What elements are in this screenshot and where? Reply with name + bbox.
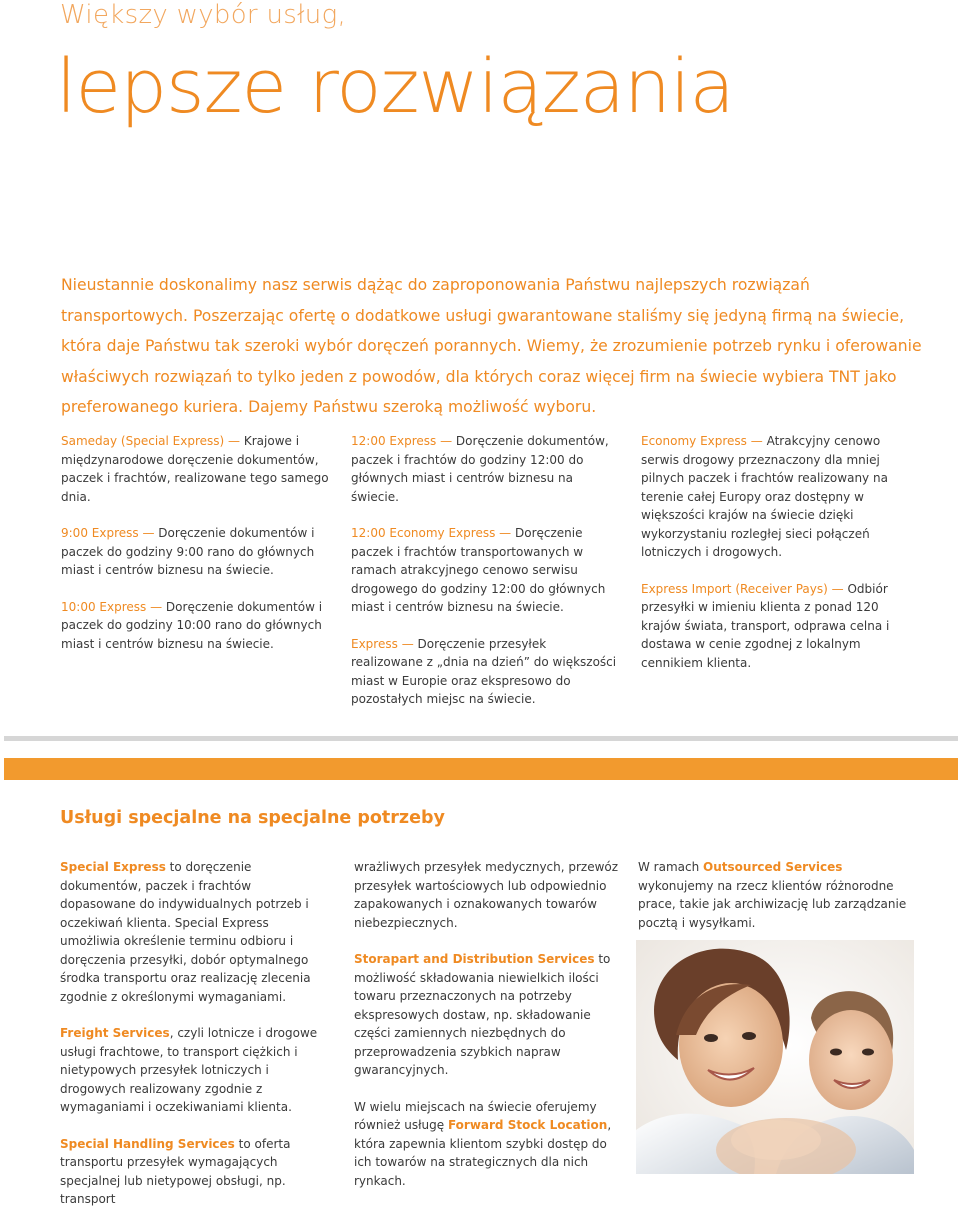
service-text: Doręczenie przesyłek realizowane z „dnia na dzień” do większości miast w Europie oraz ekspresowo do pozostałych miejsc na świecie.	[351, 636, 617, 706]
service-item	[351, 635, 621, 709]
special-item-title: Outsourced Services	[703, 860, 843, 874]
special-item-pre: W ramach	[638, 860, 704, 874]
special-item	[60, 858, 330, 1006]
service-text: Doręczenie paczek i frachtów transportowanych w ramach atrakcyjnego cenowo serwisu drogowego do godziny 12:00 do głównych miast i centrów biznesu na świecie.	[351, 526, 606, 614]
page-title: lepsze rozwiązania	[56, 44, 734, 130]
special-item	[354, 1098, 624, 1191]
intro-text: Nieustannie doskonalimy nasz serwis dążąc do zaproponowania Państwu najlepszych rozwiązań transportowych. Poszerzając ofertę o dodatkowe usługi gwarantowane staliśmy się jedyną firmą na świecie, która daje Państwu tak szeroki wybór doręczeń porannych. Wiemy, że zrozumienie potrzeb rynku i oferowanie właściwych rozwiązań to tylko jeden z powodów, dla których coraz więcej firm na świecie wybiera TNT jako preferowanego kuriera. Dajemy Państwu szeroką możliwość wyboru.	[61, 276, 922, 416]
service-title: 10:00 Express	[61, 599, 147, 614]
service-item	[61, 598, 331, 654]
service-text: Atrakcyjny cenowo serwis drogowy przeznaczony dla mniej pilnych paczek i frachtów realizowany na terenie całej Europy oraz dostępny w większości krajów na świecie dzięki wykorzystaniu rozległej sieci połączeń lotniczych i drogowych.	[641, 434, 888, 559]
special-column-1	[60, 858, 330, 1227]
divider-rule	[4, 736, 958, 741]
special-item-title: Freight Services	[60, 1026, 170, 1040]
intro-paragraph	[61, 270, 941, 423]
service-item	[351, 524, 621, 617]
dash: —	[831, 581, 844, 596]
dash: —	[440, 434, 453, 448]
special-item-title: Storapart and Distribution Services	[354, 952, 595, 966]
special-item	[354, 950, 624, 1080]
dash: —	[750, 434, 763, 448]
service-text: Krajowe i międzynarodowe doręczenie dokumentów, paczek i frachtów, realizowane tego samego dnia.	[61, 434, 329, 504]
photo-illustration	[636, 940, 914, 1174]
service-item	[61, 432, 331, 506]
orange-band	[4, 758, 958, 780]
dash: —	[401, 636, 414, 651]
service-item	[61, 524, 331, 580]
service-title: Sameday (Special Express)	[61, 434, 225, 448]
special-item-title: Special Handling Services	[60, 1136, 235, 1151]
special-item	[354, 858, 624, 932]
service-title: Economy Express	[641, 434, 747, 448]
special-item-text: , która zapewnia klientom szybki dostęp do ich towarów na strategicznych dla nich rynkach.	[354, 1118, 612, 1188]
services-column-1	[61, 432, 331, 671]
special-item-text: , czyli lotnicze i drogowe usługi frachtowe, to transport ciężkich i nietypowych przesyłek lotniczych i drogowych realizowany zgodnie z wymaganiami i oczekiwaniami klienta.	[60, 1026, 318, 1114]
section-title: Usługi specjalne na specjalne potrzeby	[60, 808, 445, 828]
service-item	[641, 432, 911, 562]
special-column-2	[354, 858, 624, 1208]
special-item-text: to możliwość składowania niewielkich ilości towaru przeznaczonych na potrzeby ekspresowych dostaw, np. składowanie części zamiennych niezbędnych do przeprowadzenia szybkich napraw gwarancyjnych.	[354, 952, 611, 1077]
special-item-title: Special Express	[60, 860, 166, 874]
special-item-text: to doręczenie dokumentów, paczek i frachtów dopasowane do indywidualnych potrzeb i oczekiwań klienta. Special Express umożliwia określenie terminu odbioru i doręczenia przesyłki, dobór optymalnego środka transportu oraz realizację zlecenia zgodnie z określonymi wymaganiami.	[60, 860, 311, 1004]
special-item-text: to oferta transportu przesyłek wymagających specjalnej lub nietypowej obsługi, np. transport	[60, 1136, 291, 1206]
special-item	[60, 1135, 330, 1209]
special-column-3	[638, 858, 908, 950]
special-item-text: wykonujemy na rzecz klientów różnorodne prace, takie jak archiwizację lub zarządzanie pocztą i wysyłkami.	[638, 878, 907, 930]
service-text: Doręczenie dokumentów i paczek do godziny 10:00 rano do głównych miast i centrów biznesu na świecie.	[61, 599, 323, 651]
special-item	[638, 858, 908, 932]
dash: —	[150, 599, 163, 614]
special-item-text: wrażliwych przesyłek medycznych, przewóz przesyłek wartościowych lub odpowiednio zapakowanych i oznakowanych towarów niebezpiecznych.	[354, 860, 619, 930]
dash: —	[499, 526, 512, 540]
service-item	[351, 432, 621, 506]
special-item-title: Forward Stock Location	[447, 1118, 608, 1132]
pre-title: Większy wybór usług,	[60, 0, 347, 30]
service-item	[641, 580, 911, 673]
photo-two-people	[636, 940, 914, 1174]
service-text: Doręczenie dokumentów, paczek i frachtów do godziny 12:00 do głównych miast i centrów biznesu na świecie.	[351, 434, 609, 504]
special-item	[60, 1024, 330, 1117]
service-title: 12:00 Economy Express	[351, 526, 496, 540]
special-item-pre: W wielu miejscach na świecie oferujemy również usługę	[354, 1099, 597, 1132]
service-title: 9:00 Express	[61, 526, 139, 540]
service-title: 12:00 Express	[351, 434, 437, 448]
dash: —	[142, 526, 155, 540]
dash: —	[228, 434, 241, 448]
service-text: Odbiór przesyłki w imieniu klienta z ponad 120 krajów świata, transport, odprawa celna i dostawa w cenie zgodnej z lokalnym cennikiem klienta.	[641, 581, 890, 670]
service-title: Express	[351, 636, 398, 651]
service-text: Doręczenie dokumentów i paczek do godziny 9:00 rano do głównych miast i centrów biznesu na świecie.	[61, 526, 315, 577]
service-title: Express Import (Receiver Pays)	[641, 581, 828, 596]
services-column-3	[641, 432, 911, 690]
services-column-2	[351, 432, 621, 727]
